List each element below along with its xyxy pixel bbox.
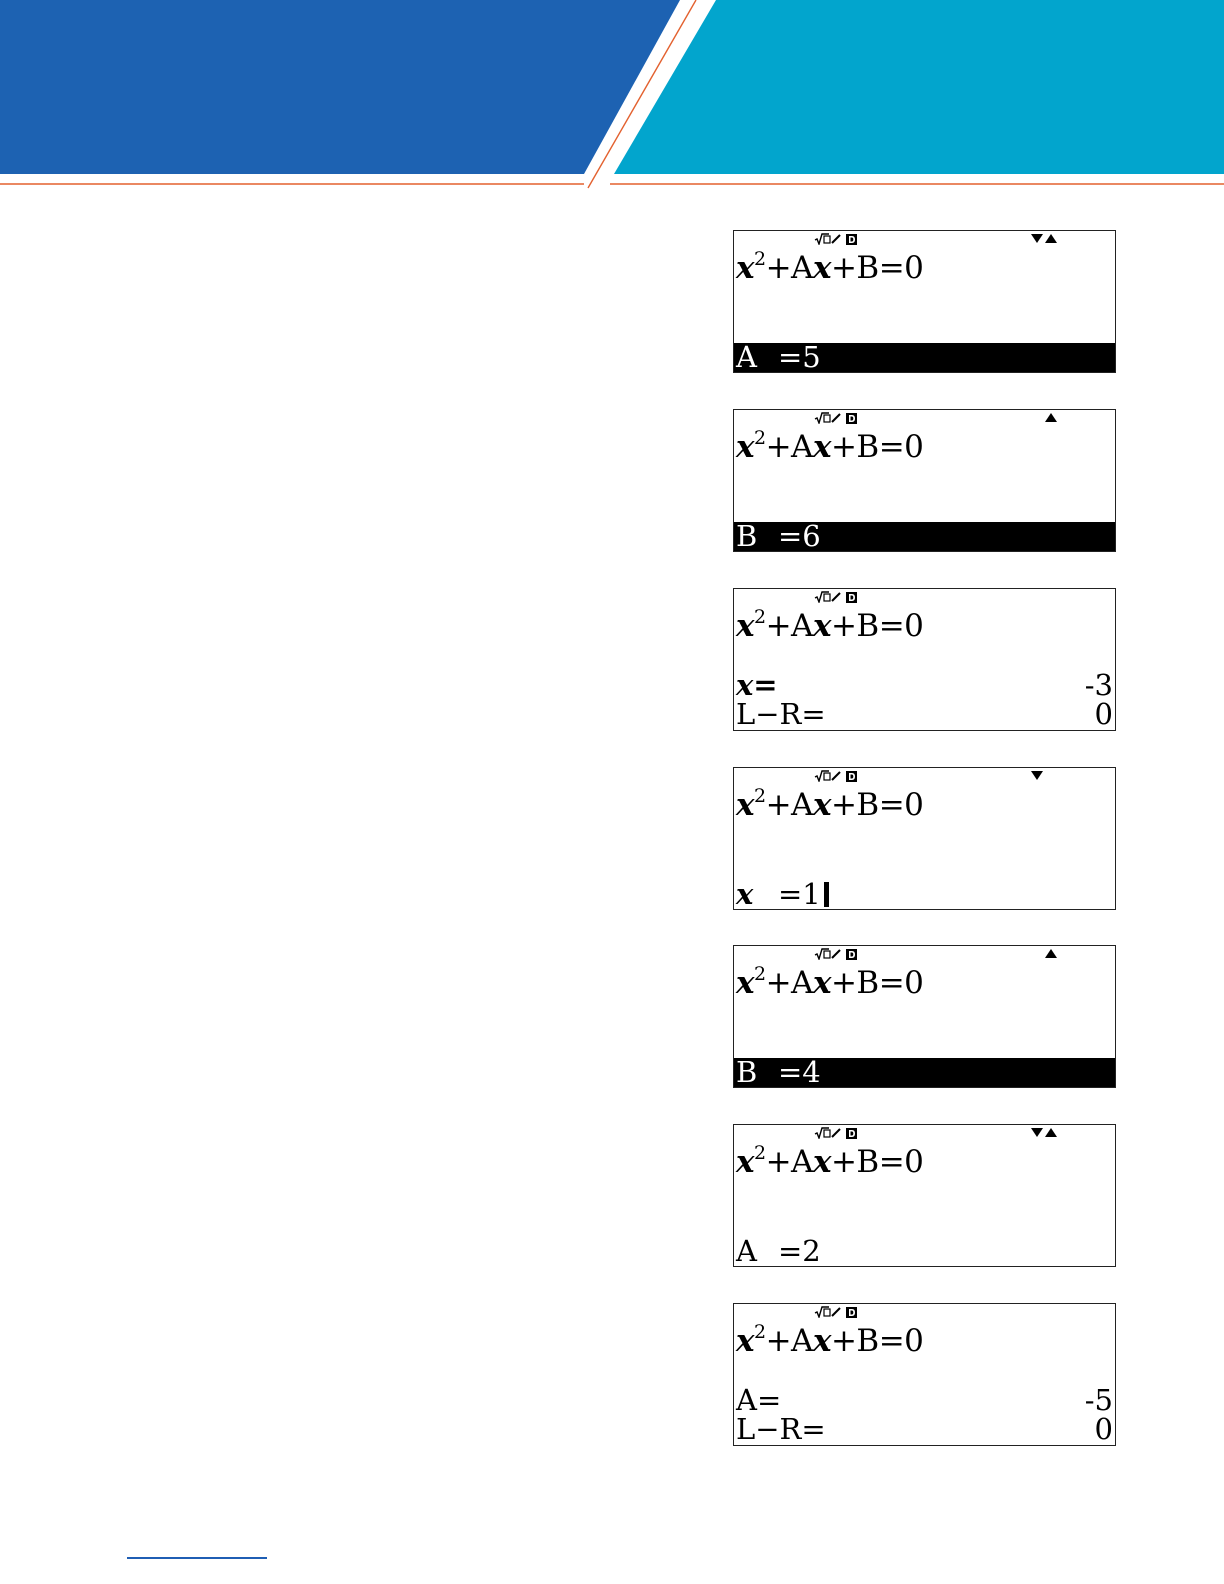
equation-tail: +B=0 [830, 250, 924, 286]
calculator-screen-3 [733, 588, 1116, 731]
input-label: A [736, 1234, 757, 1267]
solution-label: x= [736, 668, 778, 702]
input-label: B [736, 519, 758, 552]
equation-tail: +B=0 [830, 1144, 924, 1180]
status-indicators [814, 232, 857, 246]
calculator-screen-2 [733, 409, 1116, 552]
footer-link-underline[interactable] [127, 1557, 267, 1559]
input-value: =1 [778, 877, 821, 910]
scroll-up-arrow-icon [1045, 948, 1057, 959]
math-input-icon [814, 233, 842, 245]
solution-row [736, 1383, 1113, 1417]
equation-variable: x [812, 1323, 831, 1359]
equation-display [736, 249, 923, 287]
calculator-screen-4 [733, 767, 1116, 910]
scroll-indicators [1027, 412, 1057, 424]
text-cursor [824, 882, 829, 907]
equation-coefficient: +A [765, 1144, 813, 1180]
equation-tail: +B=0 [830, 608, 924, 644]
decimal-mode-icon [846, 1128, 857, 1139]
equation-coefficient: +A [765, 429, 813, 465]
scroll-up-arrow-icon [1045, 1127, 1057, 1138]
math-input-icon [814, 770, 842, 782]
equation-variable: x [812, 250, 831, 286]
equation-tail: +B=0 [830, 965, 924, 1001]
equation-coefficient: +A [765, 1323, 813, 1359]
math-input-icon [814, 412, 842, 424]
input-value: =2 [778, 1234, 821, 1267]
equation-variable: x [812, 965, 831, 1001]
equation-coefficient: +A [765, 787, 813, 823]
equation-tail: +B=0 [830, 1323, 924, 1359]
lr-check-row [736, 697, 1113, 731]
status-indicators [814, 769, 857, 783]
equation-variable: x [736, 1144, 754, 1180]
input-value: =5 [778, 340, 821, 373]
equation-coefficient: +A [765, 965, 813, 1001]
solution-value: -3 [1084, 668, 1113, 702]
equation-coefficient: +A [765, 608, 813, 644]
scroll-down-arrow-icon [1031, 233, 1043, 244]
scroll-up-arrow-icon [1045, 233, 1057, 244]
equation-display [736, 1143, 923, 1181]
equation-exponent: 2 [753, 963, 766, 985]
scroll-up-arrow-icon [1045, 412, 1057, 423]
math-input-icon [814, 1127, 842, 1139]
equation-exponent: 2 [753, 785, 766, 807]
input-label: A [736, 340, 757, 373]
equation-exponent: 2 [753, 1321, 766, 1343]
equation-display [736, 428, 923, 466]
equation-exponent: 2 [753, 248, 766, 270]
status-indicators [814, 411, 857, 425]
calculator-screen-7 [733, 1303, 1116, 1446]
scroll-down-arrow-icon [1031, 1127, 1043, 1138]
math-input-icon [814, 948, 842, 960]
equation-coefficient: +A [765, 250, 813, 286]
equation-tail: +B=0 [830, 787, 924, 823]
input-label: B [736, 1055, 758, 1088]
lr-label: L−R= [736, 1412, 826, 1446]
lr-value: 0 [1094, 697, 1113, 731]
equation-variable: x [812, 1144, 831, 1180]
equation-variable: x [736, 250, 754, 286]
solution-row [736, 668, 1113, 702]
calculator-screen-6 [733, 1124, 1116, 1267]
input-line [734, 877, 1115, 910]
status-indicators [814, 1126, 857, 1140]
scroll-down-arrow-icon [1031, 770, 1043, 781]
lr-label: L−R= [736, 697, 826, 731]
calculator-screen-5 [733, 945, 1116, 1088]
scroll-indicators [1027, 1127, 1057, 1139]
scroll-indicators [1013, 770, 1043, 782]
math-input-icon [814, 1306, 842, 1318]
equation-display [736, 964, 923, 1002]
equation-display [736, 786, 923, 824]
decimal-mode-icon [846, 413, 857, 424]
status-indicators [814, 590, 857, 604]
equation-variable: x [736, 429, 754, 465]
scroll-indicators [1027, 233, 1057, 245]
calculator-screen-1 [733, 230, 1116, 373]
lr-check-row [736, 1412, 1113, 1446]
decimal-mode-icon [846, 771, 857, 782]
banner-right-panel [614, 0, 1224, 174]
equation-display [736, 607, 923, 645]
decimal-mode-icon [846, 949, 857, 960]
equation-variable: x [812, 429, 831, 465]
decimal-mode-icon [846, 592, 857, 603]
input-value: =4 [778, 1055, 821, 1088]
equation-tail: +B=0 [830, 429, 924, 465]
math-input-icon [814, 591, 842, 603]
highlighted-input-line [734, 519, 1115, 552]
equation-variable: x [812, 787, 831, 823]
banner-left-panel [0, 0, 680, 174]
equation-display [736, 1322, 923, 1360]
input-line [734, 1234, 1115, 1267]
equation-variable: x [736, 787, 754, 823]
status-indicators [814, 947, 857, 961]
equation-variable: x [736, 608, 754, 644]
decimal-mode-icon [846, 234, 857, 245]
input-value: =6 [778, 519, 821, 552]
highlighted-input-line [734, 340, 1115, 373]
equation-variable: x [736, 965, 754, 1001]
equation-exponent: 2 [753, 1142, 766, 1164]
status-indicators [814, 1305, 857, 1319]
equation-exponent: 2 [753, 606, 766, 628]
lr-value: 0 [1094, 1412, 1113, 1446]
scroll-indicators [1027, 948, 1057, 960]
equation-variable: x [736, 1323, 754, 1359]
highlighted-input-line [734, 1055, 1115, 1088]
input-label: x [736, 877, 754, 910]
header-banner [0, 0, 1224, 200]
solution-value: -5 [1084, 1383, 1113, 1417]
equation-exponent: 2 [753, 427, 766, 449]
decimal-mode-icon [846, 1307, 857, 1318]
solution-label: A= [736, 1383, 782, 1417]
equation-variable: x [812, 608, 831, 644]
